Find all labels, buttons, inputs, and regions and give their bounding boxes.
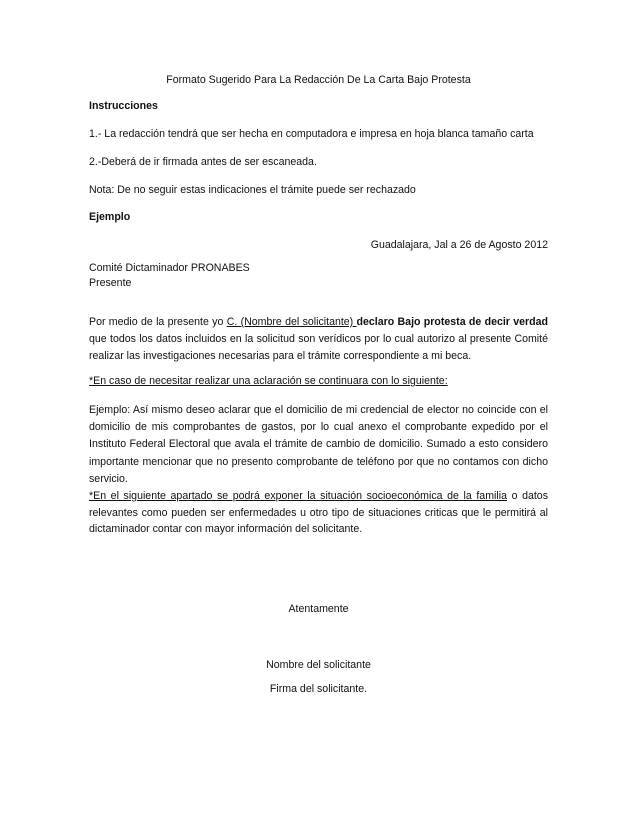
body-intro: Por medio de la presente yo: [89, 316, 227, 328]
clarification-heading: *En caso de necesitar realizar una aclaración se continuara con lo siguiente:: [89, 375, 448, 387]
socioeconomic-heading: *En el siguiente apartado se podrá exponer la situación socioeconómica de la familia: [89, 490, 507, 502]
note-text: Nota: De no seguir estas indicaciones el trámite puede ser rechazado: [89, 184, 416, 196]
addressee-line-2: Presente: [89, 277, 132, 289]
closing-text: Atentamente: [288, 603, 349, 615]
instructions-heading: Instrucciones: [89, 100, 158, 112]
example-heading: Ejemplo: [89, 211, 131, 223]
declaration-text: declaro Bajo protesta de decir verdad: [356, 316, 548, 328]
socioeconomic-rest: o datos relevantes como pueden ser enfermedades u otro tipo de situaciones criticas que le permitirá al dictaminador contar con mayor información del solicitante.: [89, 490, 548, 535]
clarification-example: Ejemplo: Así mismo deseo aclarar que el domicilio de mi credencial de elector no coincide con el domicilio de mis comprobantes de gastos, por lo cual anexo el comprobante expedido por el Instituto Federal Electoral que avala el trámite de cambio de domicilio. Sumado a esto considero importante mencionar que no presento comprobante de teléfono por que no contamos con dicho servicio.: [89, 404, 548, 485]
addressee-line-1: Comité Dictaminador PRONABES: [89, 262, 250, 274]
body-rest: que todos los datos incluidos en la solicitud son verídicos por lo cual autorizo al presente Comité realizar las investigaciones necesarias para el trámite correspondiente a mi beca.: [89, 333, 548, 363]
signature-name: Nombre del solicitante: [266, 659, 371, 671]
instruction-1: 1.- La redacción tendrá que ser hecha en computadora e impresa en hoja blanca tamaño carta: [89, 128, 534, 140]
document-title: Formato Sugerido Para La Redacción De La Carta Bajo Protesta: [166, 74, 471, 86]
place-date: Guadalajara, Jal a 26 de Agosto 2012: [370, 239, 548, 251]
applicant-name-placeholder: C. (Nombre del solicitante): [226, 316, 357, 328]
socioeconomic-paragraph: [89, 488, 548, 538]
body-paragraph: [89, 314, 548, 366]
instruction-2: 2.-Deberá de ir firmada antes de ser escaneada.: [89, 156, 317, 168]
signature-line: Firma del solicitante.: [269, 683, 368, 695]
